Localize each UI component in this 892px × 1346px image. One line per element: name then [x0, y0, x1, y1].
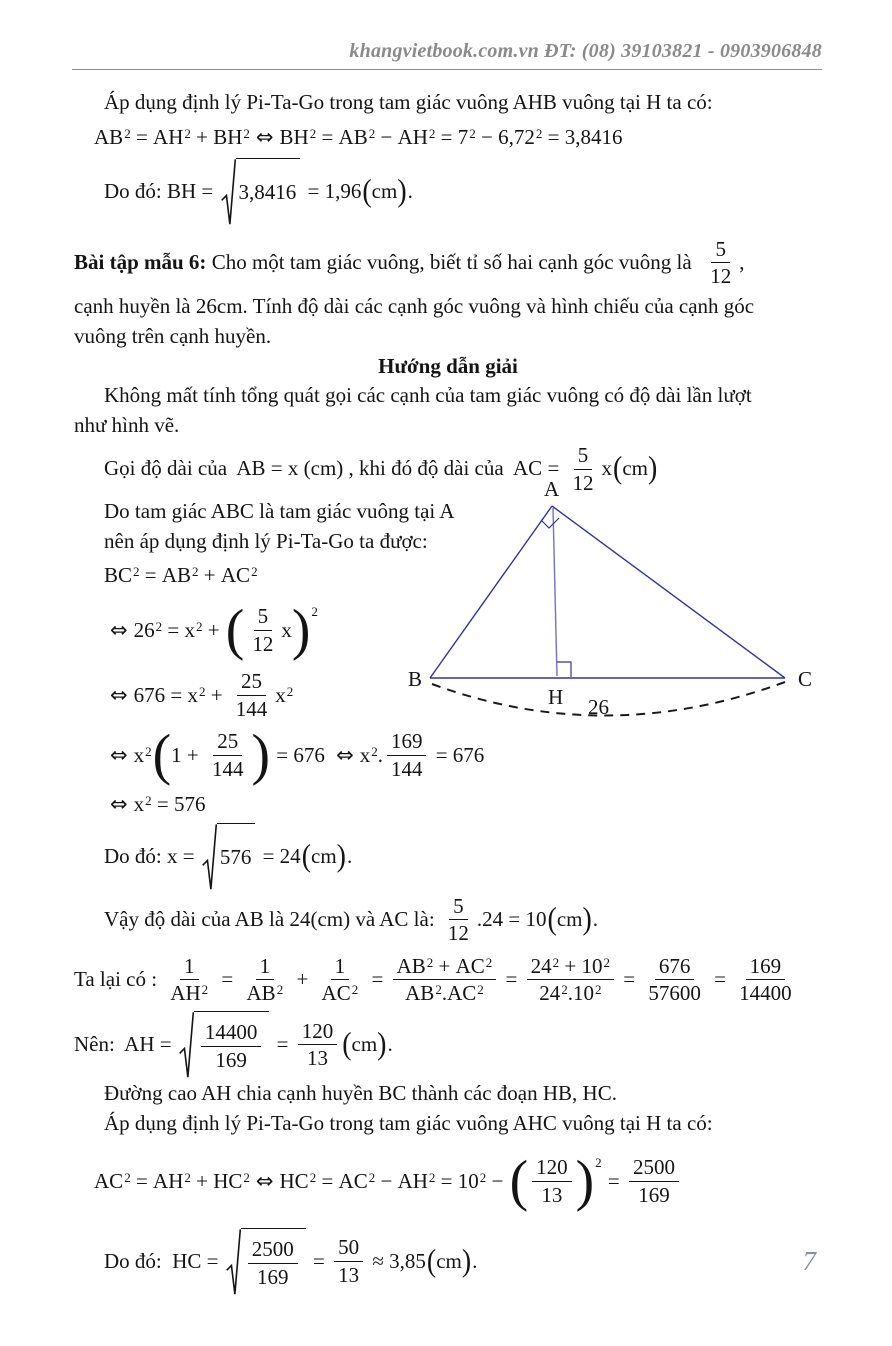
- open-paren: (: [301, 838, 311, 874]
- text-run: .: [472, 1248, 478, 1273]
- page-number: 7: [802, 1246, 816, 1276]
- radicand: [241, 1228, 306, 1296]
- exponent: 2: [145, 792, 152, 808]
- square-root: [226, 1228, 306, 1296]
- math-line: [74, 787, 822, 823]
- exponent: 2: [133, 563, 140, 579]
- power-term: $AH^2$: [153, 124, 191, 149]
- exponent: 2: [243, 1169, 250, 1185]
- exponent: 2: [195, 618, 203, 634]
- text-run: +: [190, 1168, 214, 1193]
- exponent: 2: [145, 743, 152, 759]
- text-line: [74, 322, 822, 352]
- text-run: cm: [622, 456, 649, 481]
- text-run: =: [162, 617, 185, 642]
- text-run: 676 =: [133, 682, 188, 707]
- power-term: $x^2$: [133, 791, 152, 816]
- text-run: =: [708, 966, 732, 991]
- math-line: [74, 823, 822, 891]
- fraction-denominator: 169: [257, 1264, 289, 1289]
- fraction-numerator: 676: [655, 954, 695, 981]
- text-run: =: [316, 1168, 339, 1193]
- fraction: [644, 954, 705, 1007]
- exponent: 2: [426, 954, 434, 970]
- equivalence-symbol: ⇔: [255, 1168, 274, 1193]
- text-run: Không mất tính tổng quát gọi các cạnh của tam giác vuông có độ dài lần lượt: [104, 383, 752, 408]
- power-term: $10^2$: [457, 1168, 487, 1193]
- power-term: $AB^2$: [338, 124, 376, 149]
- fraction: [527, 954, 614, 1007]
- text-run: −: [375, 1168, 398, 1193]
- math-line: [74, 1139, 822, 1225]
- exponent: 2: [561, 982, 568, 998]
- close-paren: ): [291, 598, 311, 662]
- text-run: =: [500, 966, 523, 991]
- math-line: [74, 234, 822, 292]
- fraction-numerator: 169: [387, 729, 427, 756]
- side-ab: [430, 506, 552, 678]
- power-term: $AB^2$: [161, 562, 199, 587]
- fraction-denominator: 13: [541, 1183, 563, 1208]
- open-paren: (: [426, 1243, 437, 1279]
- exponent: 2: [603, 954, 610, 970]
- power-term: $AC^2$: [94, 1168, 131, 1193]
- close-paren: ): [377, 1027, 387, 1062]
- exponent: 2: [368, 125, 376, 141]
- fraction-denominator: 13: [306, 1046, 328, 1071]
- power-term: $7^2$: [457, 124, 476, 149]
- exponent: 2: [485, 954, 493, 970]
- header-text: khangvietbook.com.vn ĐT: (08) 39103821 - 0903906848: [349, 40, 822, 62]
- equivalence-symbol: ⇔: [110, 791, 128, 816]
- text-run: .: [377, 742, 383, 767]
- fraction: [532, 1155, 572, 1208]
- radical-sign: [226, 1228, 241, 1296]
- fraction-numerator: 5: [711, 237, 730, 264]
- power-term: $AC^2$: [321, 981, 359, 1006]
- paren-exponent: 2: [311, 603, 318, 619]
- text-run: +: [559, 953, 582, 978]
- paren-content: [244, 604, 292, 657]
- text-run: =: [271, 1032, 294, 1057]
- fraction: [393, 954, 497, 1007]
- exponent: 2: [124, 125, 131, 141]
- fraction-numerator: 50: [334, 1235, 363, 1262]
- text-run: = 676: [271, 742, 331, 767]
- radical-sign: [221, 158, 236, 226]
- fraction-numerator: 1: [256, 954, 275, 981]
- exponent: 2: [477, 982, 484, 998]
- power-term: $BH^2$: [279, 124, 317, 149]
- exponent: 2: [371, 743, 378, 759]
- fraction-denominator: 57600: [648, 981, 701, 1006]
- close-paren: ): [582, 901, 592, 937]
- fraction-denominator: [166, 980, 212, 1006]
- right-angle-mark-h: [557, 662, 571, 677]
- close-paren: ): [461, 1243, 472, 1279]
- exponent: 2: [155, 618, 163, 634]
- power-term: $AB^2$: [246, 981, 284, 1006]
- text-run: cm: [311, 843, 337, 868]
- power-term: $AC^2$: [447, 981, 484, 1006]
- text-run: = 576: [151, 791, 206, 816]
- power-term: $10^2$: [572, 981, 602, 1006]
- fraction: [318, 954, 363, 1007]
- parenthesized-group: [342, 1027, 387, 1062]
- text-run: như hình vẽ.: [74, 413, 180, 438]
- exponent: 2: [198, 683, 206, 699]
- power-term: 6,72$^2$: [498, 124, 543, 149]
- power-term: $AB^2$: [396, 953, 434, 978]
- text-run: Gọi độ dài của AB = x (cm) , khi đó độ dài của AC =: [104, 456, 565, 481]
- text-run: Ta lại có :: [74, 966, 163, 991]
- close-paren: ): [251, 723, 271, 787]
- text-run: Áp dụng định lý Pi-Ta-Go trong tam giác vuông AHC vuông tại H ta có:: [104, 1110, 713, 1135]
- fraction: [166, 954, 212, 1007]
- exponent: 2: [309, 125, 317, 141]
- exponent: 2: [428, 125, 436, 141]
- fraction-denominator: 12: [252, 632, 274, 657]
- fraction-numerator: 120: [532, 1155, 572, 1182]
- radicand: [217, 823, 256, 891]
- text-run: cạnh huyền là 26cm. Tính độ dài các cạnh góc vuông và hình chiếu của cạnh góc: [74, 293, 755, 318]
- text-run: 3,8416: [238, 180, 297, 205]
- math-line: [74, 158, 822, 226]
- paren-content: [557, 905, 583, 935]
- exponent: 2: [351, 982, 359, 998]
- text-run: +: [433, 953, 456, 978]
- power-term: $10^2$: [581, 953, 610, 978]
- exponent: 2: [184, 1169, 191, 1185]
- text-run: Cho một tam giác vuông, biết tỉ số hai cạnh góc vuông là: [206, 250, 703, 275]
- close-paren: ): [336, 838, 346, 874]
- text-run: cm: [371, 178, 398, 203]
- text-run: nên áp dụng định lý Pi-Ta-Go ta được:: [104, 528, 428, 553]
- power-term: $24^2$: [539, 981, 568, 1006]
- text-run: +: [198, 562, 221, 587]
- power-term: $AH^2$: [153, 1168, 191, 1193]
- text-run: = 1,96: [302, 178, 362, 203]
- exponent: 2: [124, 1169, 131, 1185]
- text-run: Do tam giác ABC là tam giác vuông tại A: [104, 499, 455, 524]
- close-paren: ): [575, 1149, 595, 1213]
- text-run: =: [130, 1168, 154, 1193]
- exponent: 2: [192, 563, 199, 579]
- vertex-label-b: B: [408, 667, 423, 691]
- power-term: $x^2$: [187, 682, 206, 707]
- exponent: 2: [552, 954, 560, 970]
- text-run: =: [617, 966, 641, 991]
- square-root: [202, 823, 256, 891]
- altitude-ah: [553, 508, 557, 676]
- fraction: [248, 604, 277, 657]
- paren-content: [352, 1030, 378, 1060]
- equivalence-symbol: ⇔: [110, 617, 128, 642]
- triangle-figure: [406, 476, 836, 738]
- vertex-label-c: C: [798, 667, 813, 691]
- exponent: 2: [184, 125, 191, 141]
- foot-label-h: H: [548, 685, 564, 709]
- close-paren: ): [397, 174, 407, 209]
- close-paren: ): [648, 451, 658, 486]
- fraction-numerator: 120: [298, 1019, 338, 1046]
- open-paren: (: [362, 174, 372, 209]
- paren-content: [436, 1247, 462, 1277]
- fraction-numerator: 5: [449, 894, 468, 921]
- text-line: [74, 411, 822, 441]
- fraction-denominator: [318, 980, 363, 1006]
- fraction-numerator: 1: [180, 954, 199, 981]
- right-angle-mark-a: [541, 518, 559, 528]
- text-run: = 676: [430, 742, 485, 767]
- fraction-denominator: 169: [638, 1183, 670, 1208]
- fraction-denominator: 14400: [739, 981, 792, 1006]
- fraction-numerator: 169: [746, 954, 786, 981]
- exponent: 2: [469, 125, 476, 141]
- text-run: cm: [351, 1032, 378, 1057]
- fraction-denominator: 144: [211, 757, 244, 782]
- exponent: 2: [201, 982, 209, 998]
- fraction-denominator: 144: [390, 757, 423, 782]
- text-run: ≈ 3,85: [367, 1248, 426, 1273]
- paren-content: [528, 1155, 576, 1208]
- text-run: Đường cao AH chia cạnh huyền BC thành các đoạn HB, HC.: [104, 1081, 617, 1106]
- power-term: $AH^2$: [397, 124, 436, 149]
- base-length-label: 26: [588, 695, 609, 719]
- power-term: $AH^2$: [170, 981, 209, 1006]
- parenthesized-group: [362, 174, 407, 209]
- paren-content: [171, 729, 251, 782]
- parenthesized-group: [509, 1149, 602, 1213]
- open-paren: (: [509, 1149, 529, 1213]
- power-term: $AC^2$: [338, 1168, 376, 1193]
- fraction-denominator: [243, 980, 288, 1006]
- paren-content: [372, 177, 398, 207]
- text-run: =: [435, 124, 458, 149]
- fraction-denominator: [401, 980, 488, 1006]
- text-line: [74, 1109, 822, 1139]
- text-run: Vậy độ dài của AB là 24(cm) và AC là:: [104, 906, 440, 931]
- radicand: [236, 158, 301, 226]
- math-line: [74, 1225, 822, 1299]
- fraction: [298, 1019, 338, 1072]
- exponent: 2: [309, 1169, 317, 1185]
- section-heading: [74, 352, 822, 382]
- text-run: 1 +: [171, 742, 204, 767]
- square-root: [221, 158, 301, 226]
- text-run: +: [202, 617, 225, 642]
- math-line: [74, 118, 822, 158]
- text-run: .: [567, 981, 573, 1006]
- equivalence-symbol: ⇔: [255, 124, 274, 149]
- text-run: .: [592, 906, 599, 931]
- math-line: [74, 891, 822, 949]
- fraction-numerator: 5: [574, 443, 593, 470]
- text-run: =: [216, 966, 239, 991]
- text-run: =: [366, 966, 389, 991]
- fraction-numerator: 25: [237, 669, 266, 696]
- fraction: [232, 669, 272, 722]
- text-line: [74, 1079, 822, 1109]
- power-term: $26^2$: [133, 617, 163, 642]
- text-run: 576: [219, 845, 252, 870]
- text-run: ,: [739, 250, 745, 275]
- power-term: $24^2$: [530, 953, 560, 978]
- equivalence-symbol: ⇔: [336, 742, 354, 767]
- text-run: .: [407, 178, 413, 203]
- exponent: 2: [535, 125, 543, 141]
- fraction-numerator: 5: [254, 604, 273, 631]
- radical-sign: [179, 1011, 194, 1079]
- paren-content: [311, 842, 337, 872]
- fraction-denominator: [535, 980, 605, 1006]
- text-run: Do đó: x =: [104, 843, 200, 868]
- text-run: =: [307, 1248, 331, 1273]
- bold-text-run: Hướng dẫn giải: [378, 353, 518, 378]
- text-run: Do đó: HC =: [104, 1248, 224, 1273]
- text-run: x: [281, 617, 292, 642]
- power-term: $x^2$: [275, 682, 294, 707]
- page-header: [72, 40, 822, 70]
- fraction: [201, 1020, 262, 1073]
- text-line: [74, 88, 822, 118]
- open-paren: (: [547, 901, 557, 937]
- fraction: [334, 1235, 363, 1288]
- open-paren: (: [152, 723, 172, 787]
- text-run: =: [139, 562, 162, 587]
- power-term: $x^2$: [133, 742, 152, 767]
- open-paren: (: [342, 1027, 352, 1062]
- power-term: $AB^2$: [405, 981, 442, 1006]
- square-root: [179, 1011, 270, 1079]
- side-ac: [552, 506, 785, 678]
- bold-text-run: Bài tập mẫu 6:: [74, 250, 207, 275]
- text-run: +: [291, 966, 314, 991]
- parenthesized-group: [301, 838, 346, 874]
- text-run: =: [602, 1168, 626, 1193]
- text-run: −: [486, 1168, 509, 1193]
- fraction: [444, 894, 473, 947]
- exponent: 2: [251, 563, 258, 579]
- text-run: −: [375, 124, 398, 149]
- text-line: [74, 381, 822, 411]
- fraction-denominator: 12: [447, 921, 469, 946]
- parenthesized-group: [547, 901, 592, 937]
- math-line: [74, 1011, 822, 1079]
- text-run: =: [435, 1168, 458, 1193]
- power-term: $AH^2$: [397, 1168, 436, 1193]
- text-run: Do đó: BH =: [104, 178, 219, 203]
- text-run: +: [205, 682, 228, 707]
- power-term: $AB^2$: [94, 124, 131, 149]
- text-run: .: [387, 1032, 393, 1057]
- text-run: cm: [436, 1248, 462, 1273]
- text-run: = 3,8416: [542, 124, 623, 149]
- power-term: $x^2$: [184, 617, 203, 642]
- power-term: $x^2$: [359, 742, 378, 767]
- text-run: x: [601, 456, 613, 481]
- fraction-numerator: [393, 954, 497, 981]
- fraction-numerator: 1: [331, 954, 350, 981]
- exponent: 2: [276, 982, 284, 998]
- text-line: [74, 292, 822, 322]
- vertex-label-a: A: [544, 477, 560, 501]
- open-paren: (: [225, 598, 245, 662]
- text-run: cm: [556, 906, 583, 931]
- exponent: 2: [368, 1169, 376, 1185]
- text-run: .24 = 10: [476, 906, 547, 931]
- fraction-numerator: 25: [213, 729, 242, 756]
- power-term: $BC^2$: [104, 562, 140, 587]
- text-run: =: [316, 124, 339, 149]
- power-term: $HC^2$: [279, 1168, 317, 1193]
- fraction-denominator: 12: [572, 470, 594, 495]
- fraction-denominator: 169: [215, 1047, 247, 1072]
- text-run: = 24: [257, 843, 301, 868]
- exponent: 2: [243, 125, 250, 141]
- exponent: 2: [479, 1169, 487, 1185]
- fraction: [735, 954, 796, 1007]
- text-run: .: [346, 843, 353, 868]
- power-term: $HC^2$: [213, 1168, 250, 1193]
- fraction-numerator: [527, 954, 614, 981]
- exponent: 2: [594, 982, 602, 998]
- power-term: $AC^2$: [455, 953, 493, 978]
- text-run: Áp dụng định lý Pi-Ta-Go trong tam giác vuông AHB vuông tại H ta có:: [104, 90, 713, 114]
- text-run: +: [190, 124, 214, 149]
- text-run: −: [475, 124, 499, 149]
- math-line: [74, 949, 822, 1011]
- fraction: [706, 237, 735, 290]
- fraction-numerator: 2500: [629, 1155, 679, 1182]
- parenthesized-group: [225, 598, 318, 662]
- exponent: 2: [286, 683, 294, 699]
- fraction-denominator: 13: [338, 1263, 360, 1288]
- exponent: 2: [428, 1169, 436, 1185]
- power-term: $AC^2$: [220, 562, 258, 587]
- equivalence-symbol: ⇔: [110, 742, 128, 767]
- text-run: =: [130, 124, 154, 149]
- text-run: .: [441, 981, 448, 1006]
- open-paren: (: [613, 451, 623, 486]
- fraction-numerator: 14400: [201, 1020, 262, 1047]
- parenthesized-group: [152, 723, 271, 787]
- power-term: $BH^2$: [213, 124, 250, 149]
- text-run: vuông trên cạnh huyền.: [74, 323, 272, 348]
- parenthesized-group: [426, 1243, 472, 1279]
- paren-exponent: 2: [595, 1154, 602, 1170]
- fraction: [243, 954, 288, 1007]
- radicand: [194, 1011, 270, 1079]
- fraction: [248, 1237, 298, 1290]
- radical-sign: [202, 823, 217, 891]
- fraction: [629, 1155, 679, 1208]
- fraction-denominator: 144: [235, 697, 268, 722]
- fraction: [208, 729, 248, 782]
- equivalence-symbol: ⇔: [110, 682, 128, 707]
- fraction-numerator: 2500: [248, 1237, 298, 1264]
- exponent: 2: [435, 982, 442, 998]
- fraction-denominator: 12: [710, 264, 732, 289]
- text-run: Nên: AH =: [74, 1032, 177, 1057]
